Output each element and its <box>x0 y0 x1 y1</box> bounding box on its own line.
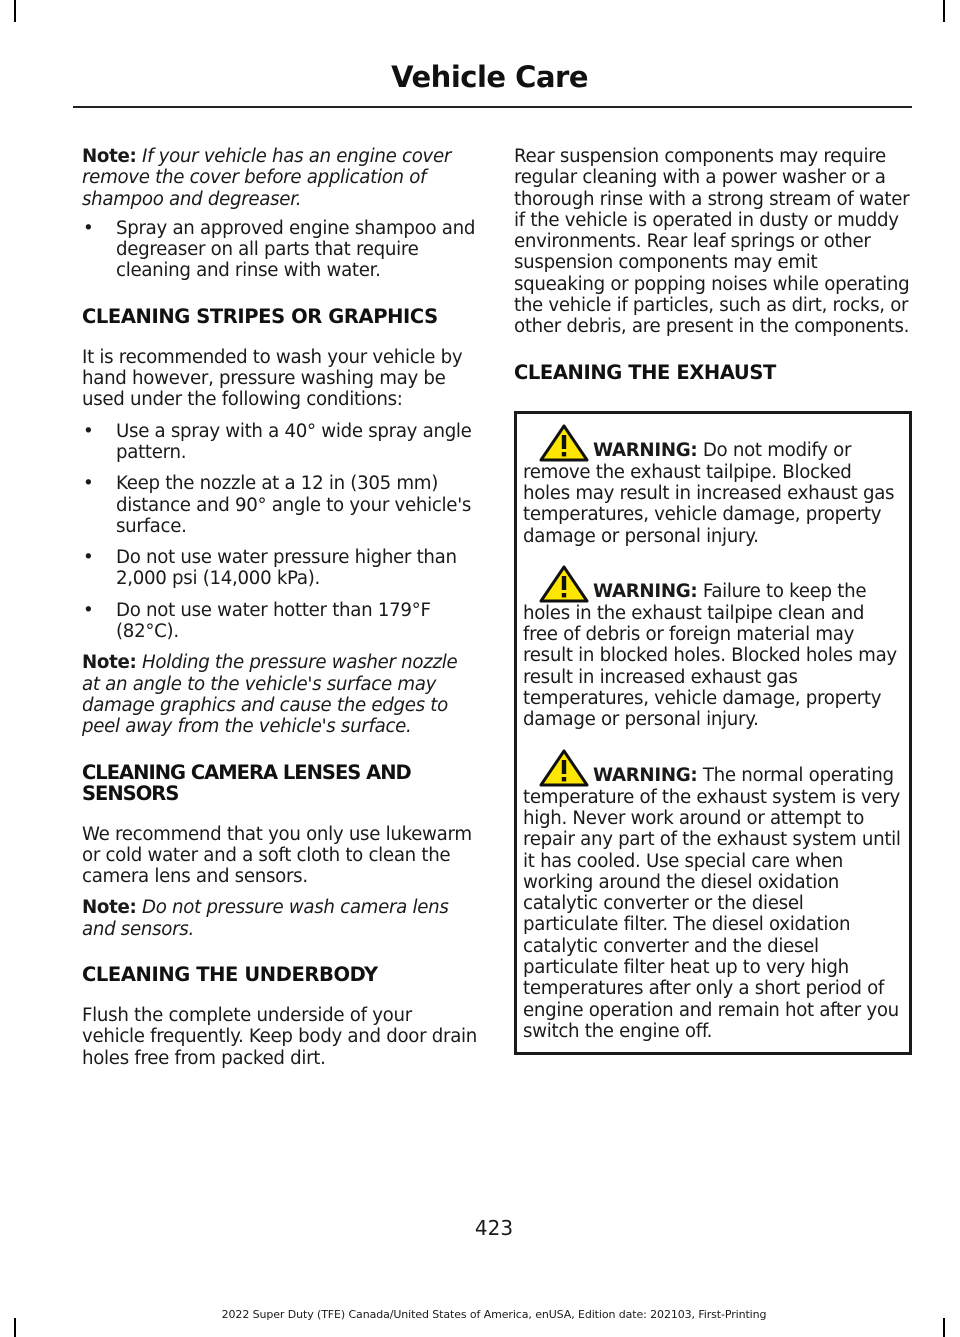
bullet-icon: • <box>83 217 94 239</box>
heading-camera-lenses: CLEANING CAMERA LENSES AND SENSORS <box>82 760 411 805</box>
heading-exhaust: CLEANING THE EXHAUST <box>514 360 776 384</box>
heading-underbody: CLEANING THE UNDERBODY <box>82 963 378 987</box>
bullet-icon: • <box>83 599 94 621</box>
bullet-list-engine <box>82 218 480 282</box>
warning-tailpipe-clean: WARNING: Failure to keep the holes in the exhaust tailpipe clean and free of debris or foreign material may result in blocked holes. Blocked holes may result in increased exhaust gas temperatures, vehicle damage, property damage or personal injury. <box>523 565 901 731</box>
note-pressure-washer-nozzle: Note: Holding the pressure washer nozzle at an angle to the vehicle's surface may damage graphics and cause the edges to peel away from the vehicle's surface. <box>82 652 458 738</box>
paragraph-pressure-washing: It is recommended to wash your vehicle by hand however, pressure washing may be used under the following conditions: <box>82 346 463 411</box>
paragraph-underbody: Flush the complete underside of your vehicle frequently. Keep body and door drain holes free from packed dirt. <box>82 1005 478 1069</box>
bullet-icon: • <box>83 473 94 495</box>
warning-triangle-icon <box>539 749 589 787</box>
heading-stripes-graphics: CLEANING STRIPES OR GRAPHICS <box>82 304 438 328</box>
paragraph-camera-cleaning: We recommend that you only use lukewarm or cold water and a soft cloth to clean the camera lens and sensors. <box>82 823 472 888</box>
list-item: • Spray an approved engine shampoo and degreaser on all parts that require cleaning and rinse with water. <box>83 217 476 282</box>
bullet-icon: • <box>83 420 94 442</box>
warning-exhaust-temperature: WARNING: The normal operating temperature of the exhaust system is very high. Never work around or attempt to repair any part of the exhaust system until it has cooled. Use special care when working around the diesel oxidation catalytic converter or the diesel particulate filter. The diesel oxidation catalytic converter and the diesel particulate filter heat up to very high temperatures after only a short period of engine operation and remain hot after you switch the engine off. <box>523 749 901 1043</box>
note-engine-cover: Note: If your vehicle has an engine cover remove the cover before application of shampoo and degreaser. <box>82 146 452 210</box>
warning-triangle-icon <box>539 424 589 462</box>
crop-mark <box>14 0 16 22</box>
note-camera-pressure-wash: Note: Do not pressure wash camera lens and sensors. <box>82 897 449 940</box>
header-divider <box>73 106 912 108</box>
page-title: Vehicle Care <box>391 60 588 94</box>
list-item: • Use a spray with a 40° wide spray angle pattern. <box>83 420 472 463</box>
bullet-list-pressure-conditions <box>82 421 480 643</box>
list-item: • Do not use water pressure higher than 2,000 psi (14,000 kPa). <box>83 547 457 590</box>
right-column <box>514 146 910 1055</box>
warning-triangle-icon <box>539 565 589 603</box>
left-column <box>82 146 480 1079</box>
crop-mark <box>943 0 945 22</box>
page-number: 423 <box>474 1216 514 1240</box>
footer-edition-info: 2022 Super Duty (TFE) Canada/United States of America, enUSA, Edition date: 202103, First-Printing <box>221 1308 767 1321</box>
paragraph-rear-suspension: Rear suspension components may require regular cleaning with a power washer or a thorough rinse with a strong stream of water if the vehicle is operated in dusty or muddy environments. Rear leaf springs or other suspension components may emit squeaking or popping noises while operating the vehicle if particles, such as dirt, rocks, or other debris, are present in the components. <box>514 146 910 338</box>
list-item: • Do not use water hotter than 179°F (82°C). <box>83 599 431 643</box>
warning-box <box>514 411 912 1056</box>
bullet-icon: • <box>83 547 94 569</box>
list-item: • Keep the nozzle at a 12 in (305 mm) distance and 90° angle to your vehicle's surface. <box>83 473 472 537</box>
warning-tailpipe-modify: WARNING: Do not modify or remove the exhaust tailpipe. Blocked holes may result in increased exhaust gas temperatures, vehicle damage, property damage or personal injury. <box>523 424 901 547</box>
